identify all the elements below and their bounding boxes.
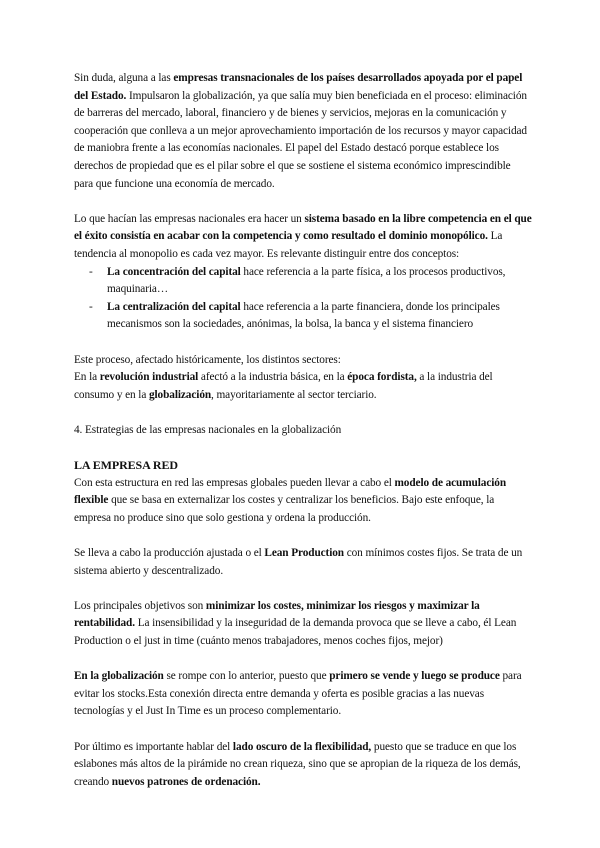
bold-text: sistema basado en la libre competencia en el que el éxito consistía en acabar con la competencia y como resultado el dominio monopólico. bbox=[74, 212, 532, 243]
text: Impulsaron la globalización, ya que salía muy bien beneficiada en el proceso: eliminación de barreras del mercado, laboral, financiero y de bienes y servicios, mejoras en la comunicación y cooperación que conlleva a un mejor aprovechamiento importación de los recursos y mayor capacidad de maniobra frente a las economías nacionales. El papel del Estado destacó porque establece los derechos de propiedad que es el pilar sobre el que se sostiene el sistema económico imprescindible para que funcione una economía de mercado. bbox=[74, 89, 527, 190]
text: que se basa en externalizar los costes y centralizar los beneficios. Bajo este enfoque, la empresa no produce sino que solo gestiona y ordena la producción. bbox=[74, 494, 495, 524]
text: En la bbox=[74, 371, 100, 384]
paragraph-objetivos bbox=[74, 598, 532, 651]
list-item bbox=[74, 264, 532, 299]
text: Con esta estructura en red las empresas globales pueden llevar a cabo el bbox=[74, 476, 395, 489]
paragraph-empresas-nacionales bbox=[74, 211, 532, 264]
paragraph-transnacionales bbox=[74, 70, 532, 193]
heading-empresa-red: LA EMPRESA RED bbox=[74, 458, 178, 473]
bold-text: revolución industrial bbox=[99, 371, 199, 384]
dash-bullet: - bbox=[89, 265, 93, 278]
text: Por último es importante hablar del bbox=[74, 740, 233, 753]
paragraph-proceso-line1: Este proceso, afectado históricamente, los distintos sectores: bbox=[74, 353, 341, 366]
paragraph-estructura-red bbox=[74, 475, 532, 528]
text: Lo que hacían las empresas nacionales era hacer un bbox=[74, 212, 305, 225]
bold-text: En la globalización bbox=[74, 670, 164, 683]
list-item bbox=[74, 299, 532, 334]
bold-text: Lean Production bbox=[264, 547, 344, 560]
text: La insensibilidad y la inseguridad de la demanda provoca que se lleve a cabo, él Lean Production o el just in time (cuánto menos trabajadores, menos coches fijos, mejor) bbox=[74, 617, 517, 647]
section-title: 4. Estrategias de las empresas nacionales en la globalización bbox=[74, 423, 342, 436]
paragraph-proceso bbox=[74, 369, 532, 404]
text: para evitar los stocks.Esta conexión directa entre demanda y oferta es posible gracias a las nuevas tecnologías y el Just In Time es un proceso complementario. bbox=[74, 670, 522, 718]
text: se rompe con lo anterior, puesto que bbox=[163, 670, 330, 683]
text: a la industria del consumo y en la bbox=[74, 371, 493, 401]
dash-bullet: - bbox=[89, 300, 93, 313]
bold-text: época fordista, bbox=[347, 371, 417, 384]
concept-list bbox=[74, 264, 532, 334]
paragraph-globalizacion bbox=[74, 668, 532, 721]
paragraph-lean-production bbox=[74, 545, 532, 580]
bold-text: primero se vende y luego se produce bbox=[329, 670, 500, 683]
bold-text: globalización bbox=[148, 388, 212, 401]
bold-text: lado oscuro de la flexibilidad, bbox=[232, 740, 372, 753]
bold-text: minimizar los costes, minimizar los riesgos y maximizar la rentabilidad. bbox=[74, 599, 480, 630]
text: puesto que se traduce en que los eslabones más altos de la pirámide no crean riqueza, sino que se apropian de la riqueza de los demás, creando bbox=[74, 740, 521, 788]
text: con mínimos costes fijos. Se trata de un sistema abierto y descentralizado. bbox=[74, 547, 523, 577]
bold-text: La centralización del capital bbox=[107, 300, 241, 313]
document-page bbox=[74, 70, 532, 791]
text: La tendencia al monopolio es cada vez mayor. Es relevante distinguir entre dos conceptos: bbox=[74, 230, 503, 260]
bold-text: La concentración del capital bbox=[107, 265, 241, 278]
text: Se lleva a cabo la producción ajustada o el bbox=[74, 547, 265, 560]
bold-text: nuevos patrones de ordenación. bbox=[111, 775, 261, 788]
bold-text: empresas transnacionales de los países desarrollados apoyada por el papel del Estado. bbox=[74, 72, 523, 102]
text: hace referencia a la parte financiera, donde los principales mecanismos son la sociedades, anónimas, la bolsa, la banca y el sistema financiero bbox=[107, 300, 500, 331]
text: , mayoritariamente al sector terciario. bbox=[211, 388, 377, 401]
text: afectó a la industria básica, en la bbox=[198, 371, 348, 384]
text: Sin duda, alguna a las bbox=[74, 72, 174, 84]
bold-text: modelo de acumulación flexible bbox=[74, 476, 506, 507]
text: Los principales objetivos son bbox=[74, 599, 206, 612]
paragraph-lado-oscuro bbox=[74, 739, 532, 792]
text: hace referencia a la parte física, a los procesos productivos, maquinaria… bbox=[107, 265, 506, 296]
